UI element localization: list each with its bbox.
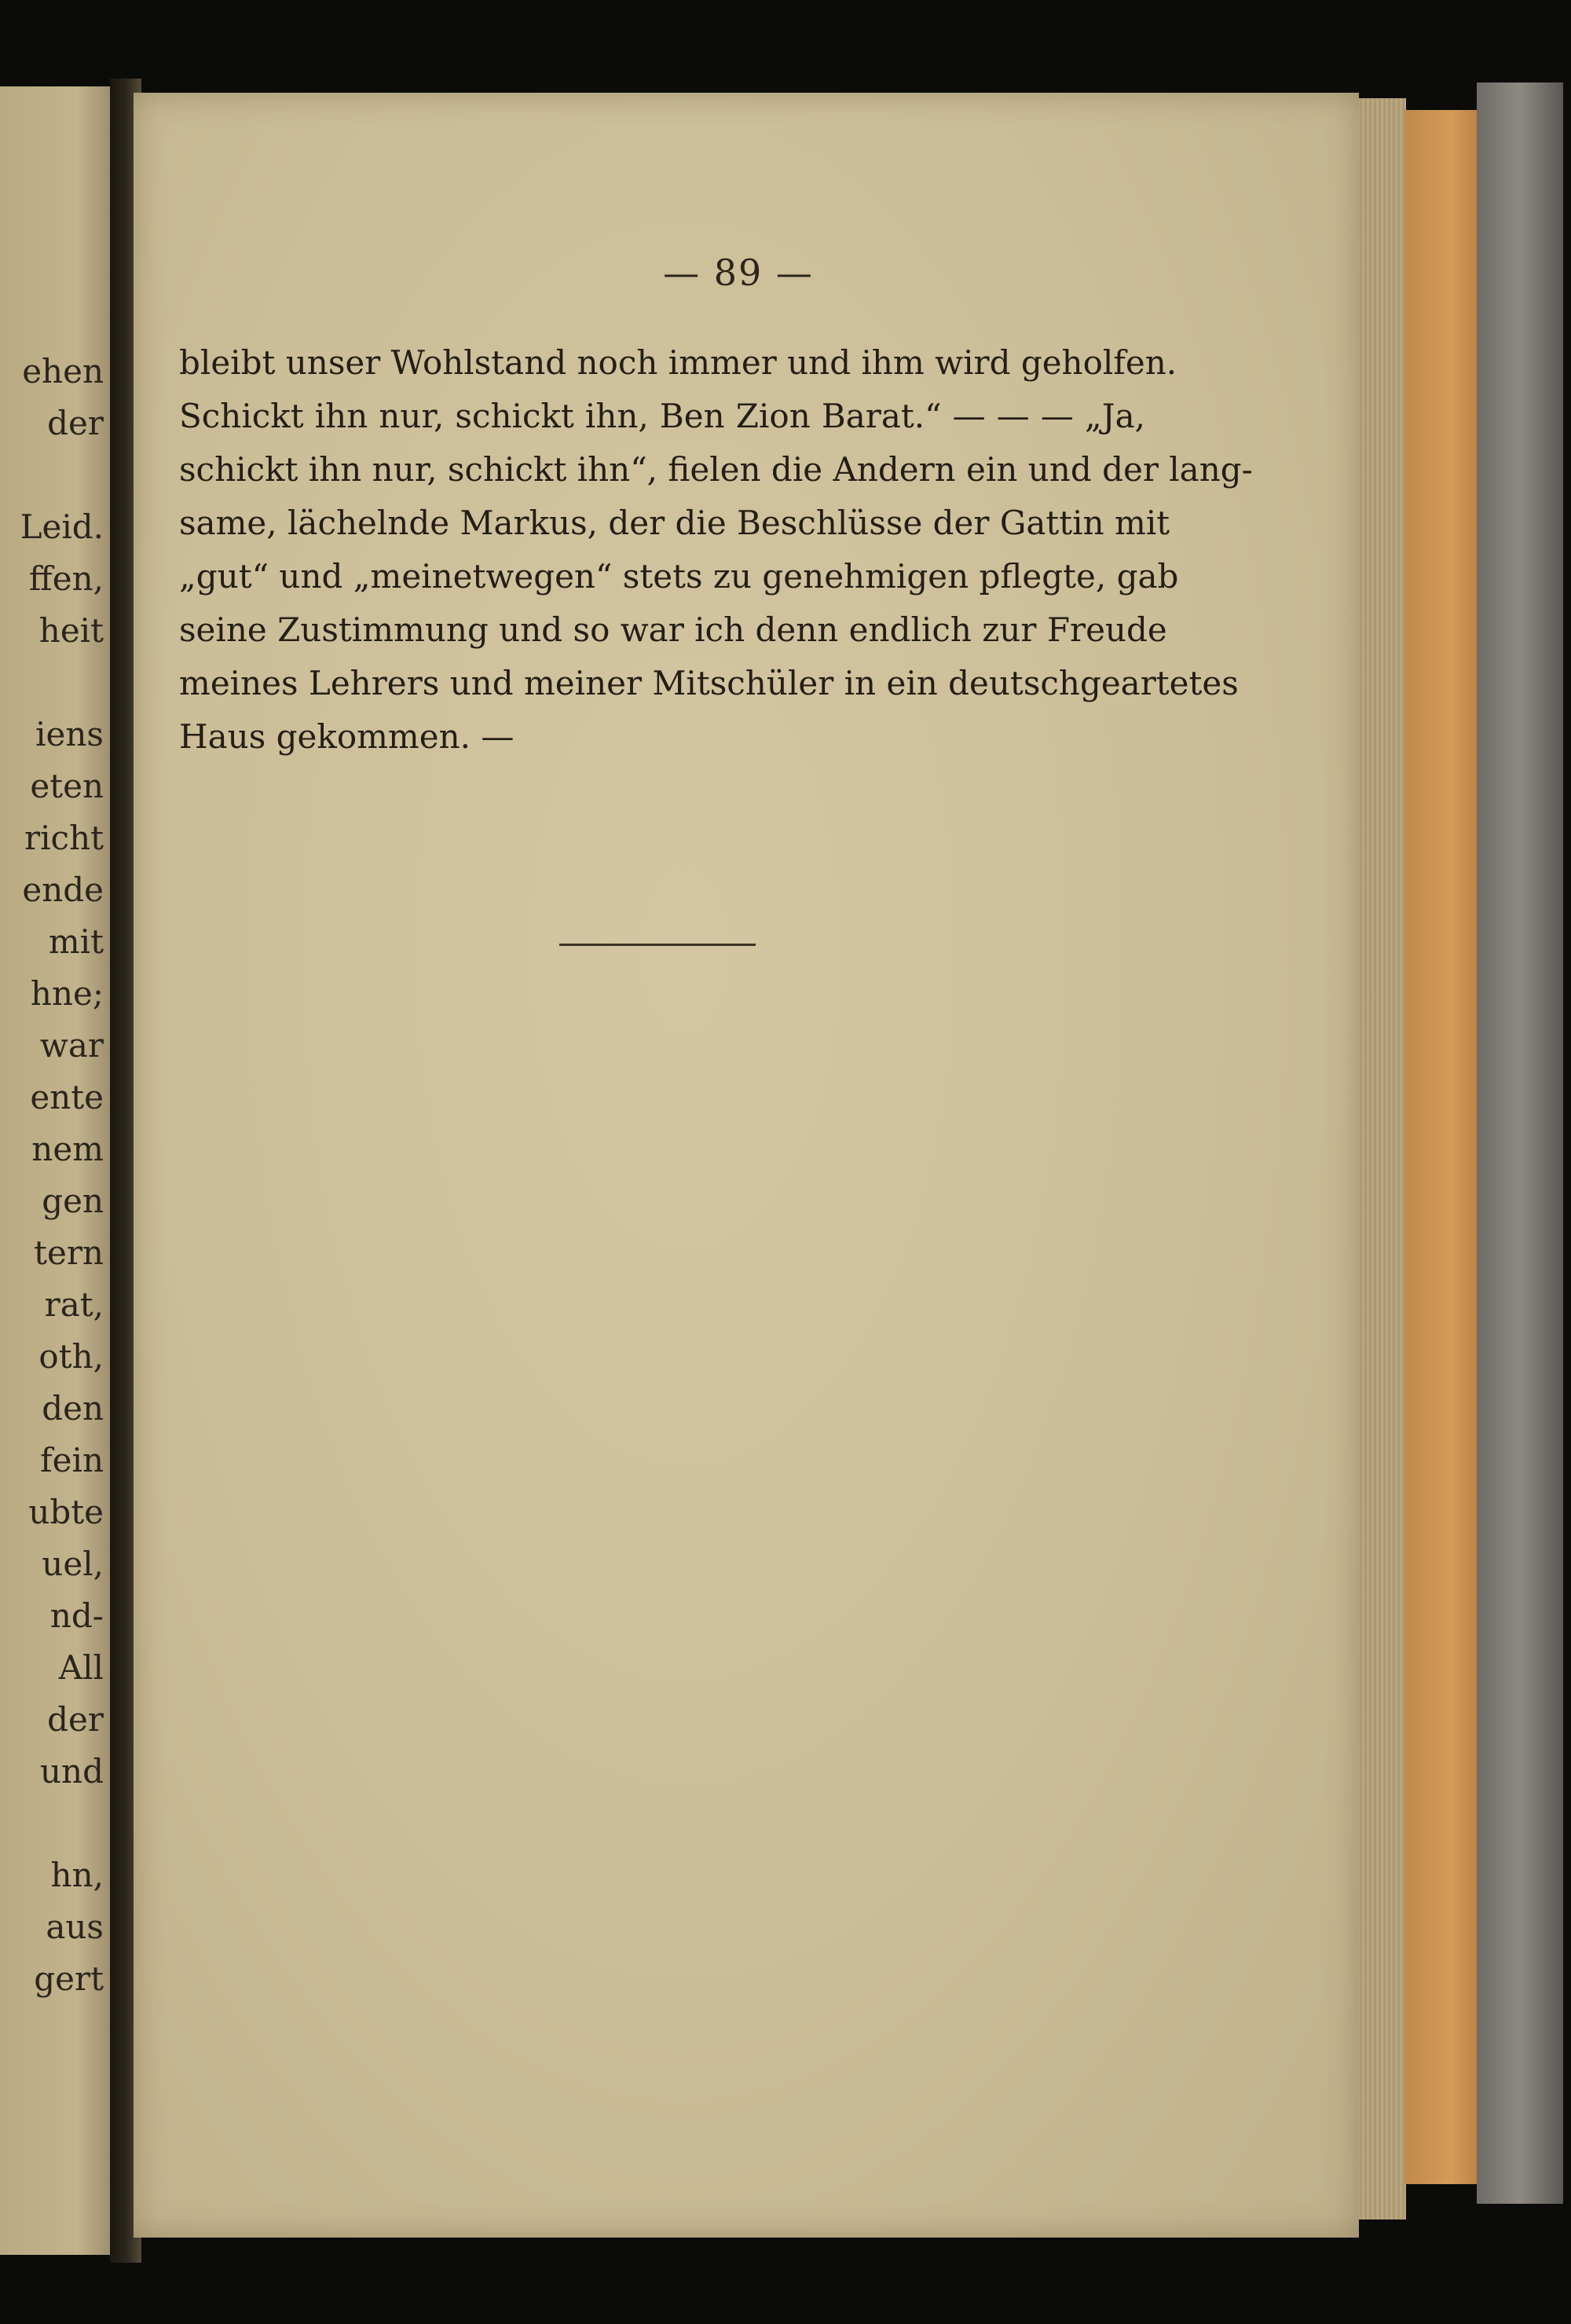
facing-line: ehen: [22, 352, 104, 390]
text-line: same, lächelnde Markus, der die Beschlüsse der Gattin mit: [179, 504, 1170, 542]
facing-line: aus: [46, 1908, 104, 1946]
facing-line: ffen,: [28, 559, 104, 598]
page-block-edge: [1359, 98, 1406, 2220]
text-line: „gut“ und „meinetwegen“ stets zu genehmigen pflegte, gab: [179, 557, 1179, 596]
section-divider: [559, 944, 756, 946]
facing-line: rat,: [44, 1285, 104, 1324]
facing-line: gert: [34, 1959, 104, 1998]
text-line: meines Lehrers und meiner Mitschüler in ein deutschgeartetes: [179, 664, 1239, 702]
text-line: Haus gekommen. —: [179, 717, 515, 756]
facing-line: [2, 657, 104, 709]
facing-line: fein: [40, 1441, 104, 1479]
facing-line: nem: [31, 1130, 104, 1168]
facing-line: der: [47, 1700, 104, 1739]
facing-line: richt: [24, 819, 104, 857]
facing-line: ende: [22, 871, 104, 909]
facing-line: gen: [42, 1182, 104, 1220]
text-line: Schickt ihn nur, schickt ihn, Ben Zion Barat.“ — — — „Ja,: [179, 397, 1145, 435]
facing-line: ente: [30, 1078, 104, 1116]
cover-edge: [1404, 110, 1483, 2184]
facing-line: tern: [34, 1233, 104, 1272]
facing-line: hn,: [50, 1856, 104, 1894]
facing-page-text: [2, 346, 104, 2005]
text-line: schickt ihn nur, schickt ihn“, fielen die Andern ein und der lang-: [179, 450, 1253, 489]
facing-line: [2, 449, 104, 501]
facing-line: hne;: [30, 974, 104, 1013]
facing-line: der: [47, 404, 104, 442]
facing-page: [0, 86, 110, 2255]
facing-line: uel,: [42, 1545, 104, 1583]
facing-line: iens: [35, 715, 104, 753]
facing-line: heit: [38, 611, 104, 650]
facing-line: nd-: [49, 1596, 104, 1635]
facing-line: Leid.: [20, 508, 104, 546]
facing-line: den: [42, 1389, 104, 1428]
body-text: [179, 336, 1253, 764]
page-number: — 89 —: [663, 251, 814, 294]
facing-line: mit: [48, 922, 104, 961]
facing-line: All: [58, 1648, 104, 1687]
facing-line: eten: [30, 767, 104, 805]
book-board: [1477, 82, 1563, 2204]
text-line: bleibt unser Wohlstand noch immer und ihm wird geholfen.: [179, 343, 1177, 382]
facing-line: und: [40, 1752, 104, 1791]
facing-line: oth,: [38, 1337, 104, 1376]
facing-line: [2, 1798, 104, 1849]
facing-line: ubte: [28, 1493, 104, 1531]
facing-line: war: [39, 1026, 104, 1065]
text-line: seine Zustimmung und so war ich denn endlich zur Freude: [179, 610, 1167, 649]
